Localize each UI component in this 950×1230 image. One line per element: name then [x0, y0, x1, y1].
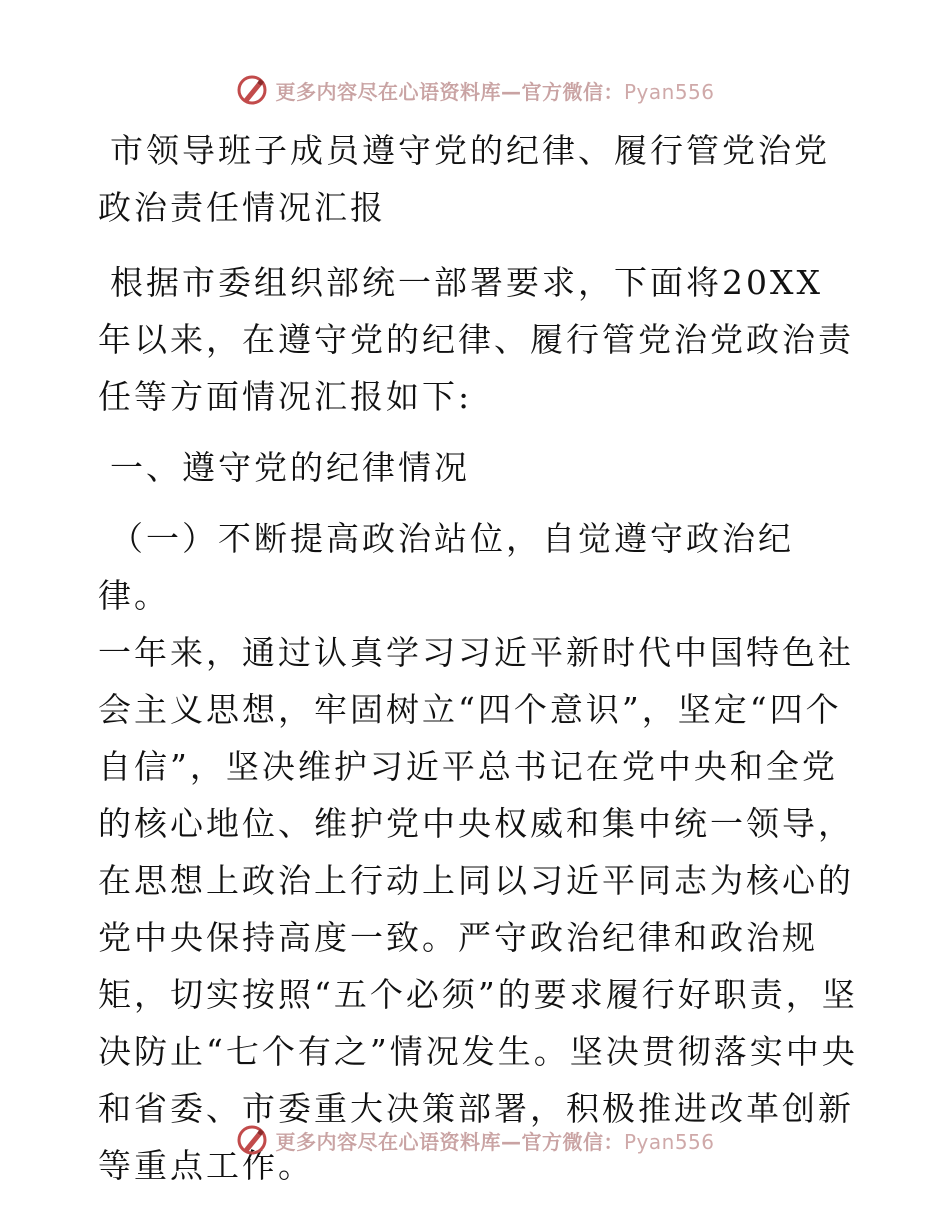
pen-logo-icon	[235, 1123, 269, 1157]
document-title: 市领导班子成员遵守党的纪律、履行管党治党政治责任情况汇报	[98, 131, 830, 227]
pen-logo-icon	[235, 73, 269, 107]
watermark-footer	[0, 1120, 950, 1160]
subsection-body: 一年来，通过认真学习习近平新时代中国特色社会主义思想，牢固树立“四个意识”，坚定“四个自信”，坚决维护习近平总书记在党中央和全党的核心地位、维护党中央权威和集中统一领导，在思想上政治上行动上同以习近平同志为核心的党中央保持高度一致。严守政治纪律和政治规矩，切实按照“五个必须”的要求履行好职责，坚决防止“七个有之”情况发生。坚决贯彻落实中央和省委、市委重大决策部署，积极推进改革创新等重点工作。	[98, 633, 858, 1185]
watermark-text: 更多内容尽在心语资料库—官方微信：Pyan556	[275, 79, 715, 104]
intro-paragraph: 根据市委组织部统一部署要求，下面将20XX年以来，在遵守党的纪律、履行管党治党政治责任等方面情况汇报如下:	[98, 263, 854, 416]
document-body	[98, 122, 858, 1194]
section-heading: 一、遵守党的纪律情况	[110, 448, 470, 487]
watermark-header	[0, 70, 950, 110]
watermark-text: 更多内容尽在心语资料库—官方微信：Pyan556	[275, 1129, 715, 1154]
subsection-heading: （一）不断提高政治站位，自觉遵守政治纪律。	[98, 519, 794, 615]
